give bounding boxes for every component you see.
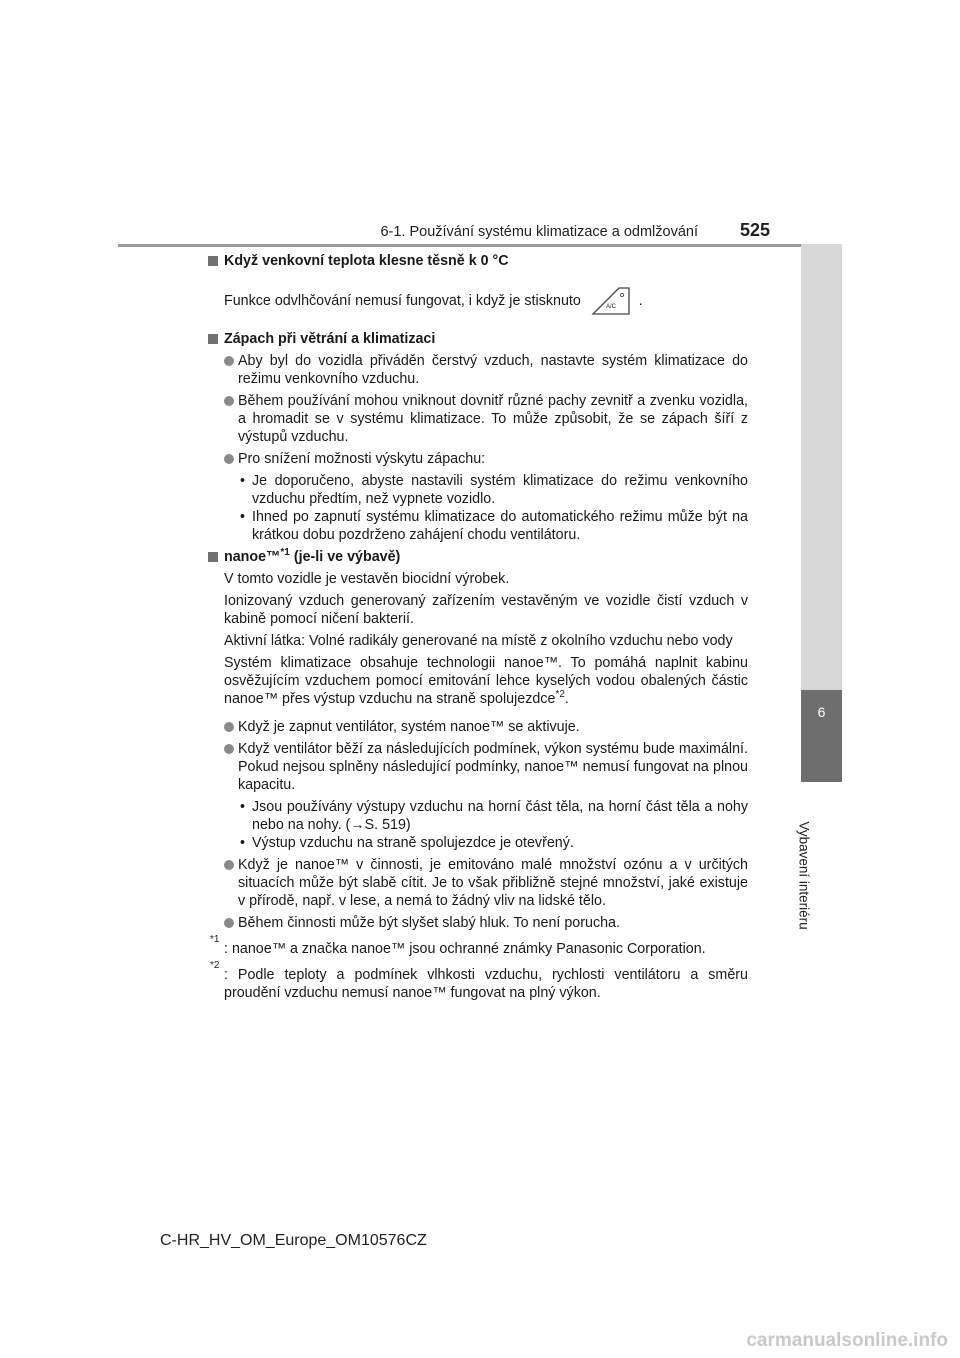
paragraph bbox=[224, 654, 748, 708]
section-heading-odor bbox=[208, 330, 748, 348]
bullet-text: Když je zapnut ventilátor, systém nanoe™ se aktivuje. bbox=[238, 719, 580, 735]
heading-text: Když venkovní teplota klesne těsně k 0 °C bbox=[224, 253, 509, 269]
sub-item bbox=[210, 508, 748, 544]
sub-bullet-icon: • bbox=[240, 799, 246, 815]
bullet-item bbox=[210, 856, 748, 910]
sub-item-text: Výstup vzduchu na straně spolujezdce je otevřený. bbox=[252, 835, 574, 851]
bullet-text: Když je nanoe™ v činnosti, je emitováno malé množství ozónu a v určitých situacích může být slabě cítit. Je to však přibližně stejné množství, jaké existuje v přírodě, např. v lese, a nemá to žádný vliv na lidské tělo. bbox=[238, 857, 748, 909]
bullet-item bbox=[210, 740, 748, 794]
round-bullet-icon bbox=[224, 744, 234, 754]
bullet-item bbox=[210, 352, 748, 388]
ac-icon-label: A/C bbox=[605, 304, 616, 310]
ac-button-icon bbox=[589, 284, 631, 318]
bullet-item bbox=[210, 450, 748, 468]
sub-item bbox=[210, 834, 748, 852]
paragraph: V tomto vozidle je vestavěn biocidní výrobek. bbox=[224, 571, 510, 587]
square-bullet-icon bbox=[208, 334, 218, 344]
header-rule bbox=[118, 244, 842, 247]
square-bullet-icon bbox=[208, 256, 218, 266]
round-bullet-icon bbox=[224, 356, 234, 366]
chapter-number: 6 bbox=[817, 704, 826, 720]
paragraph-text: Systém klimatizace obsahuje technologii nanoe™. To pomáhá naplnit kabinu osvěžujícím vzduchem pomocí emitování lehce kyselých vodou obalených částic nanoe™ přes výstup vzduchu na straně spolujezdce bbox=[224, 655, 748, 707]
bullet-text: Aby byl do vozidla přiváděn čerstvý vzduch, nastavte systém klimatizace do režimu venkovního vzduchu. bbox=[238, 353, 748, 387]
section-heading-nanoe bbox=[208, 548, 748, 566]
page-content bbox=[210, 252, 748, 1006]
chapter-side-label bbox=[784, 800, 824, 950]
sub-bullet-icon: • bbox=[240, 473, 246, 489]
bullet-item bbox=[210, 914, 748, 932]
heading-text: Zápach při větrání a klimatizaci bbox=[224, 331, 436, 347]
section-heading-temperature bbox=[208, 252, 748, 270]
sub-bullet-icon: • bbox=[240, 509, 246, 525]
paragraph-end: . bbox=[638, 292, 643, 309]
chapter-label-text: Vybavení interiéru bbox=[796, 820, 812, 930]
footnote-text: : nanoe™ a značka nanoe™ jsou ochranné známky Panasonic Corporation. bbox=[224, 941, 706, 957]
side-rule bbox=[801, 244, 842, 690]
sub-item bbox=[210, 472, 748, 508]
bullet-text: Během činnosti může být slyšet slabý hluk. To není porucha. bbox=[238, 915, 620, 931]
sub-item-text: Je doporučeno, abyste nastavili systém klimatizace do režimu venkovního vzduchu předtím, než vypnete vozidlo. bbox=[252, 473, 748, 507]
heading-text-rest: (je-li ve výbavě) bbox=[289, 549, 401, 565]
chapter-tab bbox=[801, 690, 842, 782]
footnote: *2 : Podle teploty a podmínek vlhkosti vzduchu, rychlosti ventilátoru a směru proudění vzduchu nemusí nanoe™ fungovat na plný výkon. bbox=[210, 960, 748, 1001]
round-bullet-icon bbox=[224, 396, 234, 406]
watermark: carmanualsonline.info bbox=[746, 1330, 948, 1351]
round-bullet-icon bbox=[224, 918, 234, 928]
page-number: 525 bbox=[740, 220, 771, 240]
footnote-text: : Podle teploty a podmínek vlhkosti vzduchu, rychlosti ventilátoru a směru proudění vzduchu nemusí nanoe™ fungovat na plný výkon. bbox=[224, 967, 748, 1001]
round-bullet-icon bbox=[224, 454, 234, 464]
sub-item-text: Jsou používány výstupy vzduchu na horní část těla, na horní část těla a nohy nebo na nohy. (→S. 519) bbox=[252, 799, 748, 833]
document-id: C-HR_HV_OM_Europe_OM10576CZ bbox=[160, 1232, 427, 1249]
bullet-text: Když ventilátor běží za následujících podmínek, výkon systému bude maximální. Pokud nejsou splněny následující podmínky, nanoe™ nemusí fungovat na plnou kapacitu. bbox=[238, 741, 748, 793]
bullet-item bbox=[210, 392, 748, 446]
round-bullet-icon bbox=[224, 722, 234, 732]
running-header-title: 6-1. Používání systému klimatizace a odmlžování bbox=[380, 224, 698, 240]
footnote-ref: *2 bbox=[555, 689, 565, 701]
bullet-item bbox=[210, 718, 748, 736]
paragraph-text: Funkce odvlhčování nemusí fungovat, i když je stisknuto bbox=[224, 292, 581, 309]
paragraph: Aktivní látka: Volné radikály generované na místě z okolního vzduchu nebo vody bbox=[224, 633, 733, 649]
sub-item-text: Ihned po zapnutí systému klimatizace do automatického režimu může být na krátkou dobu pozdrženo zahájení chodu ventilátoru. bbox=[252, 509, 748, 543]
sub-item bbox=[210, 798, 748, 834]
sub-bullet-icon: • bbox=[240, 835, 246, 851]
paragraph-end: . bbox=[564, 691, 569, 707]
footnote: *1 : nanoe™ a značka nanoe™ jsou ochranné známky Panasonic Corporation. bbox=[210, 934, 706, 957]
footnote-ref: *1 bbox=[280, 547, 290, 559]
paragraph-ac-note bbox=[224, 284, 748, 318]
round-bullet-icon bbox=[224, 860, 234, 870]
heading-text: nanoe™ bbox=[224, 549, 281, 565]
bullet-text: Pro snížení možnosti výskytu zápachu: bbox=[238, 451, 486, 467]
paragraph: Ionizovaný vzduch generovaný zařízením vestavěným ve vozidle čistí vzduch v kabině pomocí ničení bakterií. bbox=[224, 593, 748, 627]
bullet-text: Během používání mohou vniknout dovnitř různé pachy zevnitř a zvenku vozidla, a hromadit se v systému klimatizace. To může způsobit, že se zápach šíří z výstupů vzduchu. bbox=[238, 393, 748, 445]
square-bullet-icon bbox=[208, 552, 218, 562]
